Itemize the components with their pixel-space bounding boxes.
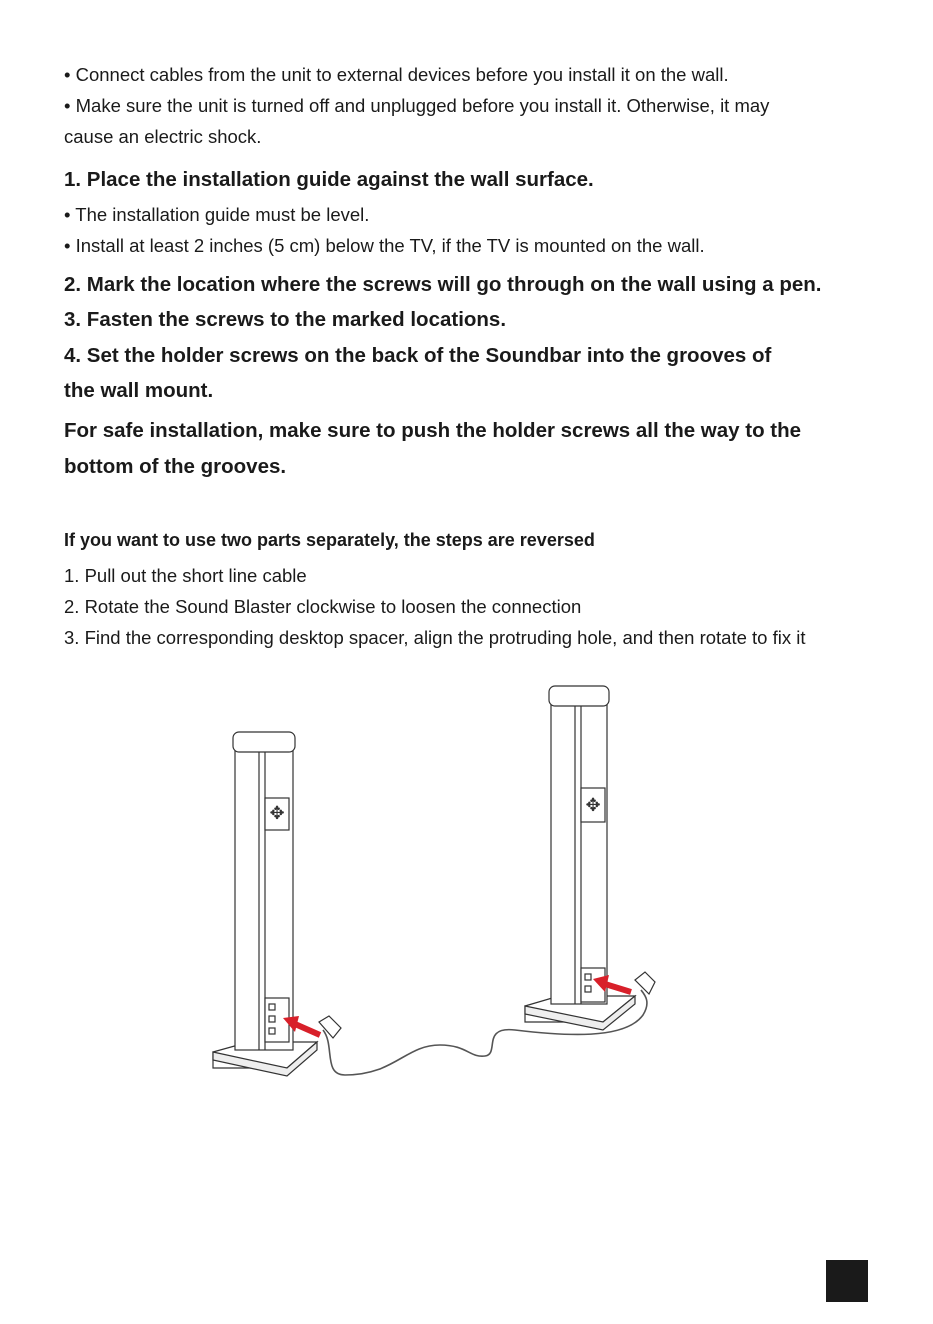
separate-step-3: 3. Find the corresponding desktop spacer, align the protruding hole, and then rotate to fix it: [64, 627, 806, 648]
note-connect-cables: • Connect cables from the unit to external devices before you install it on the wall.: [64, 64, 729, 85]
cable-plug-left: [319, 1016, 341, 1038]
step4-title-line2: the wall mount.: [64, 379, 214, 402]
step4-title-line1: 4. Set the holder screws on the back of the Soundbar into the grooves of: [64, 344, 772, 367]
step1-bullet-below-tv: • Install at least 2 inches (5 cm) below the TV, if the TV is mounted on the wall.: [64, 235, 705, 256]
step3-title: 3. Fasten the screws to the marked locations.: [64, 308, 507, 331]
note-electric-shock: cause an electric shock.: [64, 126, 262, 147]
separate-step-2: 2. Rotate the Sound Blaster clockwise to loosen the connection: [64, 596, 582, 617]
speaker-right: [525, 686, 635, 1030]
step2-title: 2. Mark the location where the screws will go through on the wall using a pen.: [64, 273, 822, 296]
soundbar-separation-illustration: [195, 680, 675, 1085]
step1-bullet-level: • The installation guide must be level.: [64, 204, 370, 225]
safety-note-line2: bottom of the grooves.: [64, 455, 287, 478]
page-number-marker: [826, 1260, 868, 1302]
separate-step-1: 1. Pull out the short line cable: [64, 565, 307, 586]
safety-note-line1: For safe installation, make sure to push the holder screws all the way to the: [64, 419, 802, 442]
cable-plug-right: [635, 972, 655, 994]
svg-text:✥: ✥: [585, 795, 601, 816]
svg-text:✥: ✥: [269, 803, 285, 824]
note-turn-off: • Make sure the unit is turned off and unplugged before you install it. Otherwise, it may: [64, 95, 770, 116]
separate-heading: If you want to use two parts separately, the steps are reversed: [64, 530, 595, 550]
step1-title: 1. Place the installation guide against the wall surface.: [64, 168, 594, 191]
